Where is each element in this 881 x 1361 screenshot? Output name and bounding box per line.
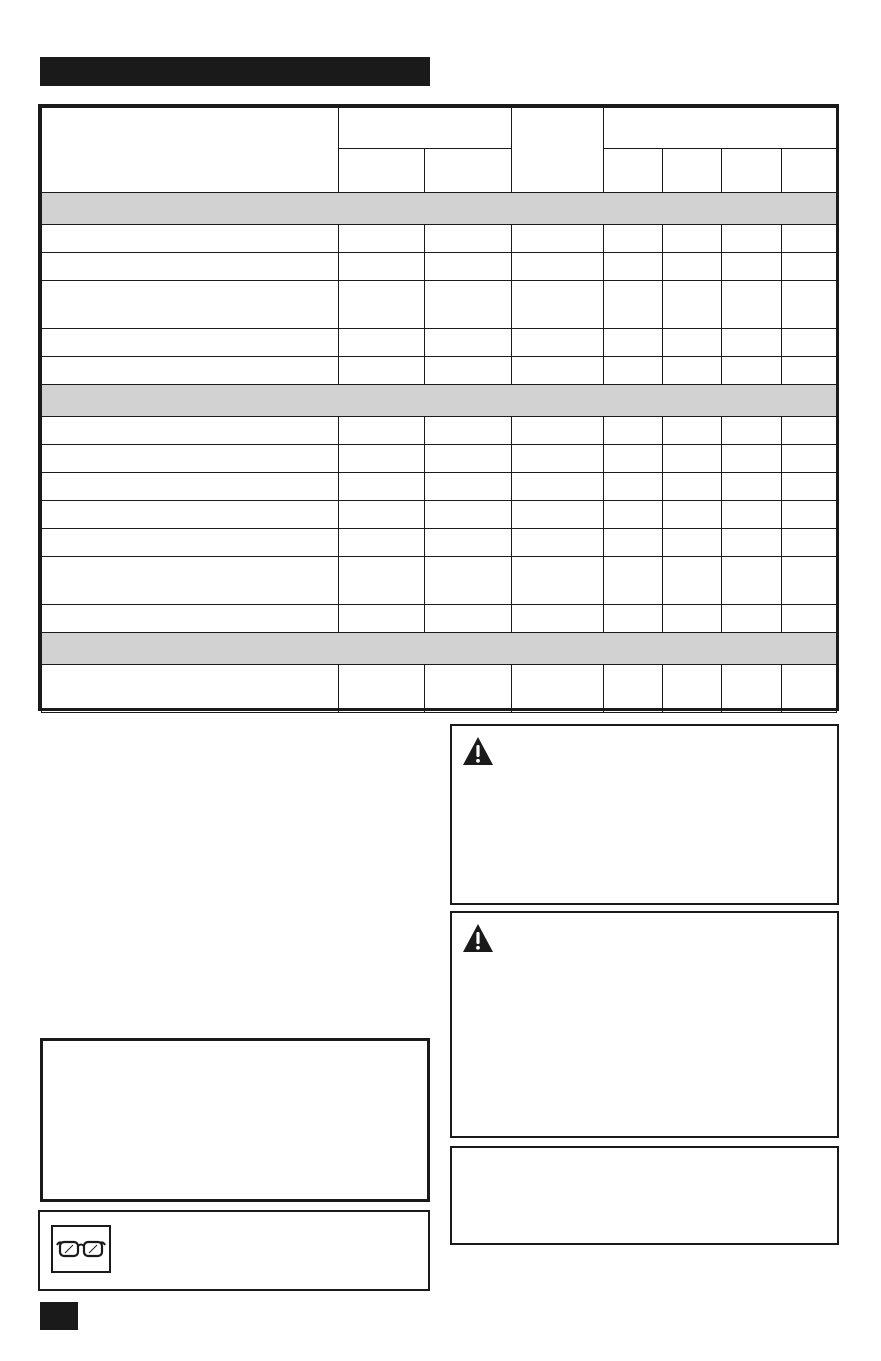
table-cell (425, 605, 512, 633)
table-cell (512, 445, 604, 473)
page-number (40, 1302, 78, 1330)
table-row (42, 329, 837, 357)
table-cell (604, 253, 663, 281)
header-sub-cell (425, 149, 512, 193)
notice-box (450, 1146, 839, 1245)
table-cell (722, 529, 782, 557)
table-cell (425, 281, 512, 329)
eye-protection-box (38, 1210, 430, 1291)
table-cell (604, 329, 663, 357)
table-cell (425, 557, 512, 605)
header-sub-cell (663, 149, 722, 193)
warning-triangle-icon (462, 736, 494, 766)
table-cell (512, 665, 604, 713)
table-cell (512, 329, 604, 357)
table-cell (339, 473, 425, 501)
task-cell (42, 557, 339, 605)
table-cell (339, 445, 425, 473)
table-cell (604, 281, 663, 329)
table-cell (663, 417, 722, 445)
table-cell (782, 329, 837, 357)
maintenance-schedule-table (38, 104, 839, 711)
table-cell (425, 445, 512, 473)
table-cell (339, 281, 425, 329)
table-cell (722, 357, 782, 385)
table-cell (604, 501, 663, 529)
table-cell (604, 473, 663, 501)
table-cell (339, 605, 425, 633)
task-cell (42, 473, 339, 501)
task-cell (42, 253, 339, 281)
table-cell (512, 253, 604, 281)
table-row (42, 225, 837, 253)
task-cell (42, 529, 339, 557)
table-cell (663, 501, 722, 529)
table-cell (663, 557, 722, 605)
task-cell (42, 501, 339, 529)
warning-box-2 (450, 911, 839, 1138)
table-cell (339, 357, 425, 385)
header-sub-cell (782, 149, 837, 193)
table-cell (512, 473, 604, 501)
table-cell (722, 281, 782, 329)
table-cell (425, 417, 512, 445)
header-group-b (604, 108, 837, 149)
table-cell (425, 225, 512, 253)
warning-triangle-icon (462, 923, 494, 953)
table-cell (339, 529, 425, 557)
table-cell (663, 665, 722, 713)
task-cell (42, 605, 339, 633)
table-cell (722, 605, 782, 633)
table-cell (663, 225, 722, 253)
section-row (42, 633, 837, 665)
table-cell (512, 417, 604, 445)
table-cell (782, 225, 837, 253)
table-row (42, 501, 837, 529)
note-box (40, 1038, 430, 1202)
table-cell (782, 529, 837, 557)
table-cell (425, 529, 512, 557)
table-cell (339, 253, 425, 281)
table-cell (663, 445, 722, 473)
task-cell (42, 665, 339, 713)
section-header-cell (42, 385, 837, 417)
header-row-1 (42, 108, 837, 149)
table-cell (425, 253, 512, 281)
table-cell (663, 529, 722, 557)
table-cell (663, 281, 722, 329)
header-single-col (512, 108, 604, 193)
section-title-bar (40, 57, 430, 86)
table-cell (722, 501, 782, 529)
table-cell (512, 357, 604, 385)
table-cell (782, 281, 837, 329)
table-cell (512, 605, 604, 633)
table-cell (782, 357, 837, 385)
table-cell (722, 665, 782, 713)
table-cell (663, 473, 722, 501)
table-cell (425, 473, 512, 501)
table-cell (512, 501, 604, 529)
table-cell (339, 417, 425, 445)
table-cell (604, 357, 663, 385)
table-cell (512, 281, 604, 329)
header-sub-cell (722, 149, 782, 193)
header-task-cell (42, 108, 339, 193)
table-row (42, 281, 837, 329)
table-cell (339, 501, 425, 529)
safety-glasses-frame (51, 1225, 111, 1273)
table-cell (663, 605, 722, 633)
table-cell (663, 329, 722, 357)
section-row (42, 193, 837, 225)
table-cell (339, 665, 425, 713)
table-cell (604, 665, 663, 713)
table-row (42, 557, 837, 605)
safety-glasses-icon (53, 1227, 109, 1271)
task-cell (42, 357, 339, 385)
table-cell (782, 473, 837, 501)
table-cell (722, 329, 782, 357)
table-cell (782, 501, 837, 529)
table-cell (604, 557, 663, 605)
table-cell (722, 473, 782, 501)
table-cell (604, 225, 663, 253)
table-cell (722, 417, 782, 445)
table-cell (663, 253, 722, 281)
table-cell (722, 253, 782, 281)
table-cell (782, 665, 837, 713)
table-cell (339, 329, 425, 357)
table-row (42, 605, 837, 633)
table-cell (663, 357, 722, 385)
section-header-cell (42, 193, 837, 225)
table-cell (425, 357, 512, 385)
table-cell (425, 329, 512, 357)
table-cell (512, 225, 604, 253)
task-cell (42, 281, 339, 329)
table-row (42, 417, 837, 445)
table-row (42, 357, 837, 385)
table-row (42, 445, 837, 473)
section-header-cell (42, 633, 837, 665)
table-row (42, 529, 837, 557)
table-cell (782, 557, 837, 605)
table-cell (782, 417, 837, 445)
task-cell (42, 225, 339, 253)
table-cell (604, 445, 663, 473)
header-group-a (339, 108, 512, 149)
table-cell (604, 529, 663, 557)
header-sub-cell (339, 149, 425, 193)
table-cell (425, 665, 512, 713)
table-cell (604, 605, 663, 633)
table-cell (722, 445, 782, 473)
task-cell (42, 329, 339, 357)
table-row (42, 253, 837, 281)
table-row (42, 665, 837, 713)
section-row (42, 385, 837, 417)
header-sub-cell (604, 149, 663, 193)
table-cell (782, 253, 837, 281)
table-cell (512, 529, 604, 557)
table-cell (782, 445, 837, 473)
table-cell (425, 501, 512, 529)
table-row (42, 473, 837, 501)
schedule-grid (41, 107, 837, 713)
table-cell (339, 557, 425, 605)
table-cell (722, 557, 782, 605)
table-cell (604, 417, 663, 445)
table-cell (722, 225, 782, 253)
table-cell (339, 225, 425, 253)
task-cell (42, 417, 339, 445)
task-cell (42, 445, 339, 473)
table-cell (512, 557, 604, 605)
table-cell (782, 605, 837, 633)
warning-box-1 (450, 724, 839, 905)
